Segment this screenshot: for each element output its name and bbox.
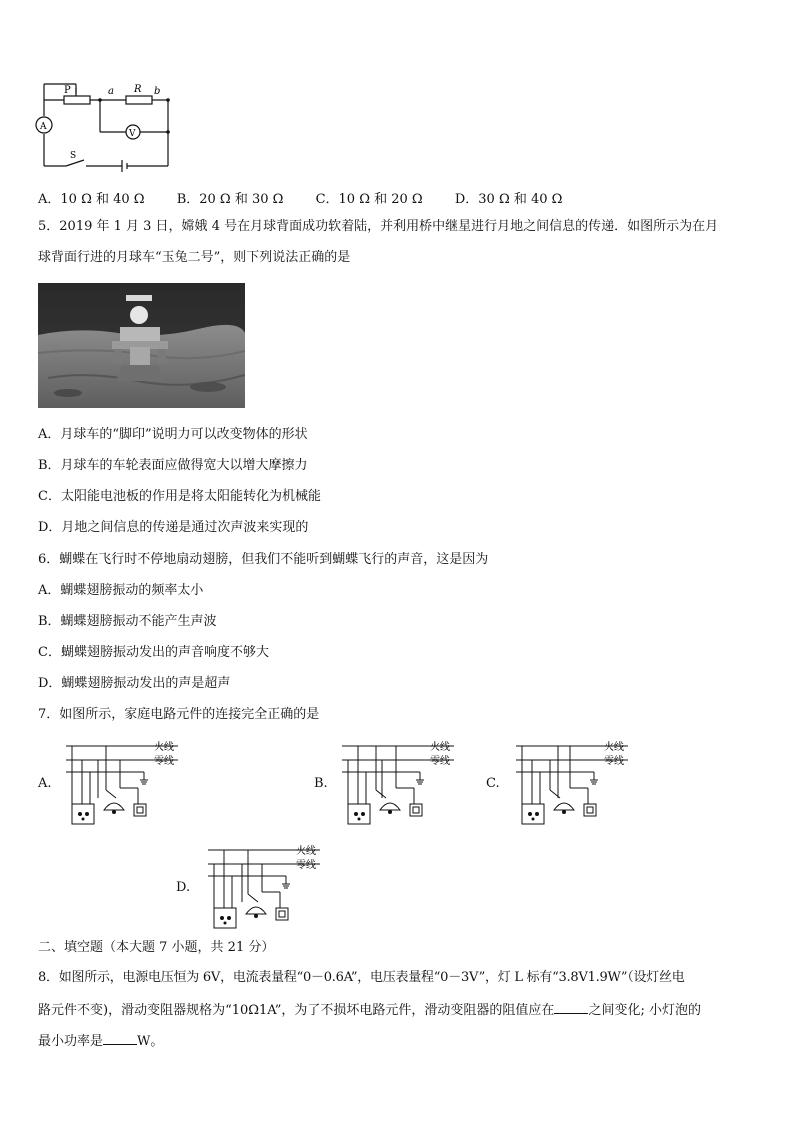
q5-option-d[interactable]: D．月地之间信息的传递是通过次声波来实现的 (38, 520, 309, 535)
switch-label: S (70, 151, 77, 161)
neutral-wire-label: 零线 (296, 860, 316, 871)
q5-option-c[interactable]: C．太阳能电池板的作用是将太阳能转化为机械能 (38, 489, 321, 504)
neutral-wire-label: 零线 (430, 756, 450, 767)
q5-option-b[interactable]: B．月球车的车轮表面应做得宽大以增大摩擦力 (38, 458, 308, 473)
q5-stem-line1: 5．2019 年 1 月 3 日，嫦娥 4 号在月球背面成功软着陆，并利用桥中继星进行月地之间信息的传递．如图所示为在月 (38, 219, 719, 234)
q6-option-a[interactable]: A．蝴蝶翅膀振动的频率太小 (38, 583, 204, 598)
q7-circuit-d[interactable] (202, 842, 332, 934)
q8-answer-blank-2[interactable] (103, 1032, 137, 1045)
lunar-rover-photo (38, 283, 245, 408)
q7-option-b-letter[interactable]: B. (314, 776, 328, 791)
q4-option-a[interactable]: A．10 Ω 和 40 Ω (38, 192, 145, 207)
q7-option-c-letter[interactable]: C. (486, 776, 500, 791)
node-a-label: a (108, 86, 114, 97)
q7-circuit-a[interactable] (60, 738, 190, 830)
q7-option-d-letter[interactable]: D. (176, 880, 191, 895)
section-heading: 二、填空题（本大题 7 小题，共 21 分） (38, 940, 275, 955)
q5-option-a[interactable]: A．月球车的“脚印”说明力可以改变物体的形状 (38, 427, 308, 442)
q6-option-c[interactable]: C．蝴蝶翅膀振动发出的声音响度不够大 (38, 645, 269, 660)
junction-dot (98, 98, 102, 102)
q5-stem-line2: 球背面行进的月球车“玉兔二号”，则下列说法正确的是 (38, 250, 351, 265)
q8-line3-pre: 最小功率是 (38, 1034, 104, 1049)
q8-line3 (38, 1032, 163, 1050)
neutral-wire-label: 零线 (604, 756, 624, 767)
live-wire-label: 火线 (154, 742, 174, 753)
q6-option-d[interactable]: D．蝴蝶翅膀振动发出的声是超声 (38, 676, 231, 691)
q4-circuit-diagram (30, 78, 180, 176)
q7-circuit-b[interactable] (336, 738, 466, 830)
q8-line3-post: W。 (137, 1034, 164, 1049)
q6-option-b[interactable]: B．蝴蝶翅膀振动不能产生声波 (38, 614, 217, 629)
ammeter-label: A (40, 122, 47, 132)
q4-option-b[interactable]: B．20 Ω 和 30 Ω (176, 192, 284, 207)
q8-line2-pre: 路元件不变)，滑动变阻器规格为“10Ω1A”，为了不损坏电路元件，滑动变阻器的阻值应在 (38, 1003, 555, 1018)
neutral-wire-label: 零线 (154, 756, 174, 767)
slider-label: P (64, 85, 71, 96)
junction-dot (166, 130, 170, 134)
q7-stem: 7．如图所示，家庭电路元件的连接完全正确的是 (38, 707, 320, 722)
live-wire-label: 火线 (296, 846, 316, 857)
q8-line1: 8．如图所示，电源电压恒为 6V，电流表量程“0－0.6A”，电压表量程“0－3V”，灯 L 标有“3.8V1.9W”（设灯丝电 (38, 970, 685, 985)
junction-dot (166, 98, 170, 102)
resistor-label: R (134, 84, 142, 95)
node-b-label: b (154, 86, 161, 97)
q4-option-d[interactable]: D．30 Ω 和 40 Ω (454, 192, 563, 207)
q7-option-a-letter[interactable]: A. (38, 776, 52, 791)
q7-circuit-c[interactable] (510, 738, 640, 830)
q8-answer-blank-1[interactable] (554, 1001, 588, 1014)
q8-line2-post: 之间变化; 小灯泡的 (588, 1003, 701, 1018)
live-wire-label: 火线 (430, 742, 450, 753)
voltmeter-label: V (129, 129, 136, 139)
q8-line2 (38, 1001, 701, 1019)
q4-options (38, 188, 590, 207)
q4-option-c[interactable]: C．10 Ω 和 20 Ω (315, 192, 423, 207)
live-wire-label: 火线 (604, 742, 624, 753)
q6-stem: 6．蝴蝶在飞行时不停地扇动翅膀，但我们不能听到蝴蝶飞行的声音，这是因为 (38, 552, 489, 567)
